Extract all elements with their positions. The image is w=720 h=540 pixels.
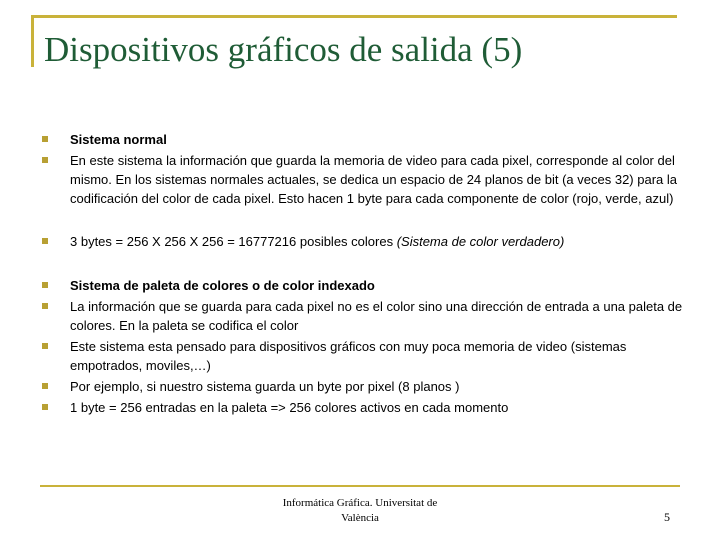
square-bullet-icon xyxy=(42,136,48,142)
square-bullet-icon xyxy=(42,383,48,389)
bullet-text-main: 3 bytes = 256 X 256 X 256 = 16777216 posibles colores xyxy=(70,234,397,249)
bullet-text: Por ejemplo, si nuestro sistema guarda un byte por pixel (8 planos ) xyxy=(70,379,460,394)
bullet-item xyxy=(40,398,700,417)
bullet-item xyxy=(40,232,700,251)
footer-line-2: València xyxy=(341,512,379,524)
footer-rule xyxy=(40,485,680,487)
footer-caption xyxy=(255,496,465,526)
bullet-item xyxy=(40,297,700,335)
bullet-text: 1 byte = 256 entradas en la paleta => 256 colores activos en cada momento xyxy=(70,400,509,415)
square-bullet-icon xyxy=(42,157,48,163)
bullet-text-italic: (Sistema de color verdadero) xyxy=(396,234,565,249)
square-bullet-icon xyxy=(42,404,48,410)
bullet-text xyxy=(70,232,700,251)
bullet-list xyxy=(40,130,700,417)
bullet-item xyxy=(40,276,700,295)
square-bullet-icon xyxy=(42,343,48,349)
bullet-text: La información que se guarda para cada pixel no es el color sino una dirección de entrada a una paleta de colores. En la paleta se codifica el color xyxy=(70,299,683,333)
slide-title: Dispositivos gráficos de salida (5) xyxy=(44,30,523,69)
bullet-text: Sistema de paleta de colores o de color indexado xyxy=(70,278,375,293)
bullet-text: Este sistema esta pensado para dispositivos gráficos con muy poca memoria de video (sistemas empotrados, moviles,…) xyxy=(70,339,627,373)
bullet-item xyxy=(40,337,700,375)
square-bullet-icon xyxy=(42,303,48,309)
square-bullet-icon xyxy=(42,282,48,288)
bullet-text: Sistema normal xyxy=(70,132,167,147)
title-frame-left-rule xyxy=(31,15,34,67)
page-number: 5 xyxy=(664,510,670,524)
square-bullet-icon xyxy=(42,238,48,244)
bullet-item xyxy=(40,151,700,208)
bullet-item xyxy=(40,377,700,396)
title-frame-top-rule xyxy=(31,15,677,18)
bullet-item xyxy=(40,130,700,149)
bullet-text: En este sistema la información que guarda la memoria de video para cada pixel, corresponde al color del mismo. En los sistemas normales actuales, se dedica un espacio de 24 planos de bit (a veces 32) para la codificación del color de cada pixel. Esto hacen 1 byte para cada componente de color (rojo, verde, azul) xyxy=(70,153,677,206)
footer-line-1: Informática Gráfica. Universitat de xyxy=(282,497,438,509)
